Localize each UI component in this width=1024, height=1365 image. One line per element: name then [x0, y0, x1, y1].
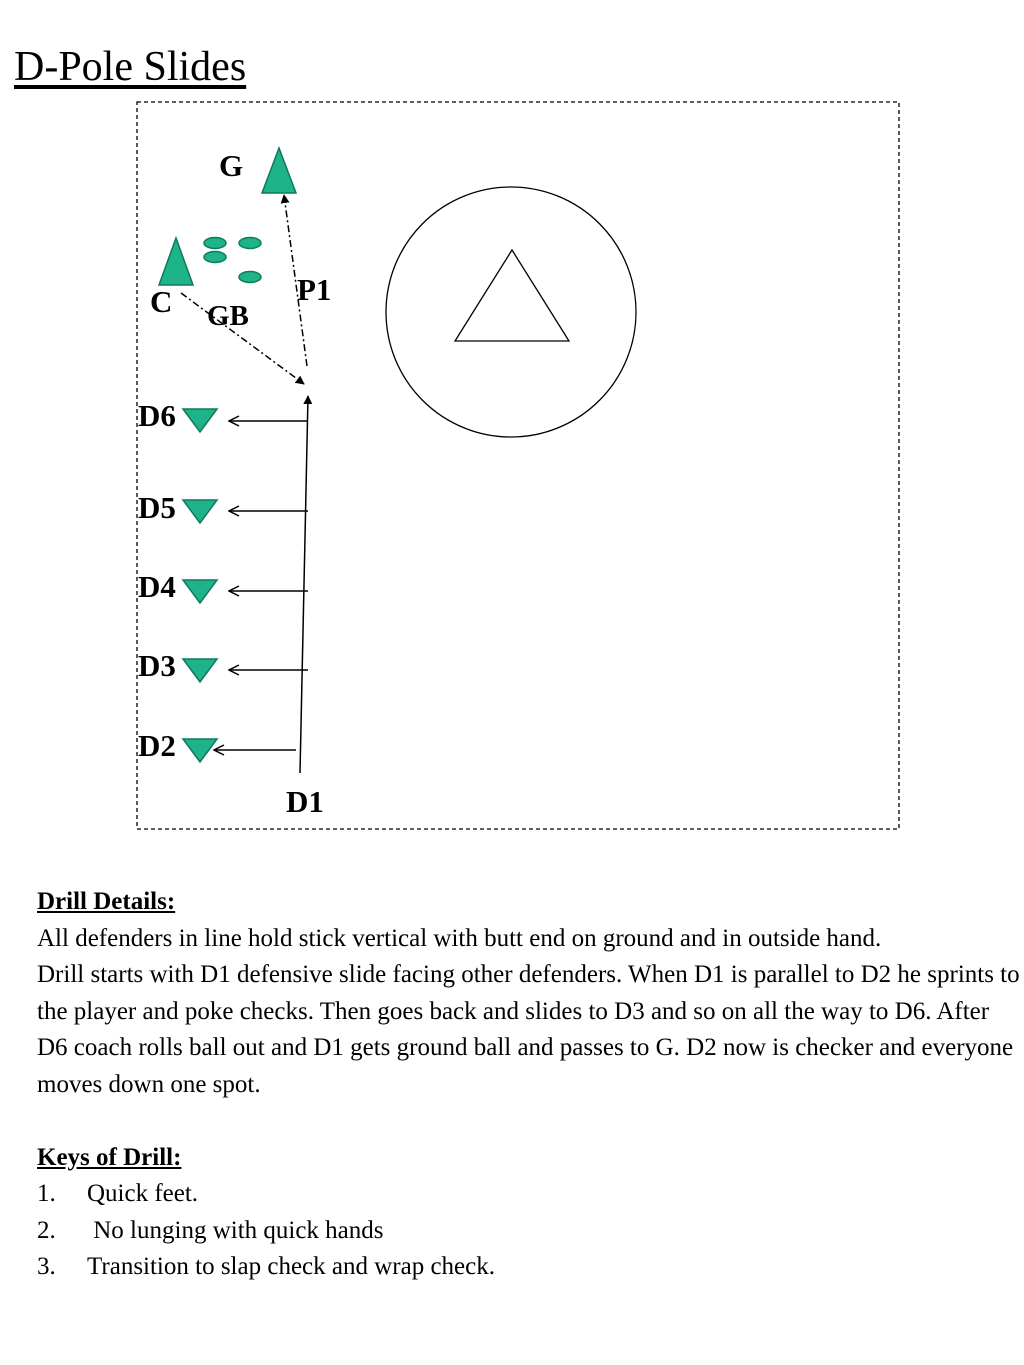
defender-d3 — [138, 648, 308, 683]
defender-marker-icon — [183, 409, 217, 432]
field-boundary — [137, 102, 899, 829]
defender-label: D6 — [138, 398, 176, 433]
pass-label: P1 — [297, 272, 332, 307]
keys-heading: Keys of Drill: — [37, 1143, 182, 1171]
goalie-marker-icon — [262, 148, 296, 193]
ball-icon — [239, 272, 261, 283]
list-item — [37, 1213, 1022, 1250]
defender-marker-icon — [183, 659, 217, 682]
d1-run-path — [300, 396, 308, 773]
list-number: 2. — [37, 1216, 56, 1244]
coach-marker-icon — [159, 238, 193, 285]
drill-details-heading: Drill Details: — [37, 888, 176, 915]
ground-balls-label: GB — [207, 300, 249, 332]
list-item — [37, 1249, 1022, 1286]
d1-label: D1 — [286, 784, 324, 819]
goal-crease — [386, 187, 636, 437]
list-text: No lunging with quick hands — [87, 1216, 384, 1244]
spacer — [37, 1103, 1022, 1140]
defender-d4 — [138, 569, 308, 604]
defender-label: D4 — [138, 569, 176, 604]
drill-details-paragraph: All defenders in line hold stick vertical with butt end on ground and in outside hand. — [37, 924, 882, 952]
list-number: 3. — [37, 1253, 56, 1280]
defender-marker-icon — [183, 500, 217, 523]
defender-d6 — [138, 398, 308, 433]
coach-label: C — [150, 284, 173, 319]
ball-icon — [239, 238, 261, 249]
ball-icon — [204, 238, 226, 249]
defender-label: D3 — [138, 648, 176, 683]
ball-icon — [204, 252, 226, 263]
goal-icon — [455, 250, 569, 341]
drill-details-paragraph: Drill starts with D1 defensive slide facing other defenders. When D1 is parallel to D2 he sprints to the player and poke checks. Then goes back and slides to D3 and so on all the way to D6. After D6 coach rolls ball out and D1 gets ground ball and passes to G. D2 now is checker and everyone moves down one spot. — [37, 961, 1020, 1098]
defender-d2 — [138, 728, 296, 763]
list-number: 1. — [37, 1180, 56, 1207]
defender-label: D5 — [138, 490, 176, 525]
list-text: Quick feet. — [87, 1180, 199, 1207]
drill-text — [37, 884, 1022, 1286]
list-text: Transition to slap check and wrap check. — [87, 1253, 495, 1280]
list-item — [37, 1176, 1022, 1213]
defender-marker-icon — [183, 739, 217, 762]
defender-d5 — [138, 490, 308, 525]
goalie-label: G — [219, 148, 244, 183]
defender-label: D2 — [138, 728, 176, 763]
defender-marker-icon — [183, 580, 217, 603]
ground-balls — [204, 238, 261, 283]
keys-list — [37, 1176, 1022, 1286]
page-title: D-Pole Slides — [14, 44, 247, 90]
